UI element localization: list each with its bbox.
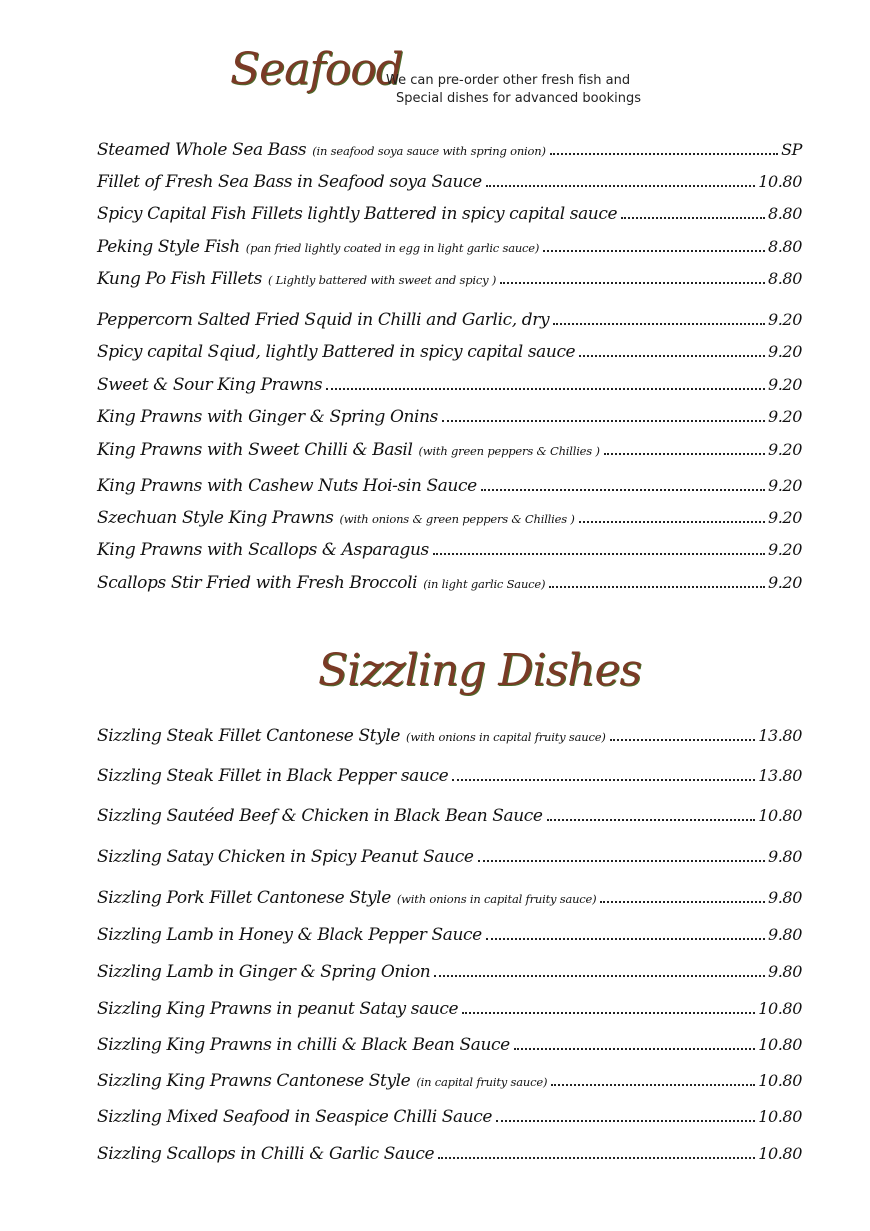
- menu-item-name: Sizzling Lamb in Ginger & Spring Onion: [97, 962, 431, 982]
- dot-leader: [496, 1120, 755, 1122]
- dot-leader: [579, 355, 765, 357]
- dot-leader: [600, 901, 765, 903]
- menu-item-name: Sizzling Sautéed Beef & Chicken in Black Bean Sauce: [97, 806, 543, 826]
- menu-item-price: 9.20: [767, 508, 802, 527]
- menu-item: [97, 999, 802, 1023]
- menu-item-description: (with onions & green peppers & Chillies ): [339, 512, 575, 526]
- menu-item-name: Szechuan Style King Prawns: [97, 508, 334, 528]
- menu-item-description: (with onions in capital fruity sauce): [396, 892, 597, 906]
- menu-item: [97, 573, 802, 597]
- seafood-section-title: Seafood: [230, 44, 403, 95]
- menu-item-name: Peking Style Fish: [97, 237, 240, 257]
- dot-leader: [551, 1084, 755, 1086]
- dot-leader: [434, 975, 765, 977]
- sizzling-section-title: Sizzling Dishes: [318, 645, 642, 696]
- menu-item-description: ( Lightly battered with sweet and spicy ): [267, 273, 497, 287]
- dot-leader: [478, 860, 765, 862]
- menu-item-name: Spicy Capital Fish Fillets lightly Battered in spicy capital sauce: [97, 204, 618, 224]
- menu-item-price: 9.20: [767, 407, 802, 426]
- menu-item-price: 10.80: [758, 1035, 802, 1054]
- menu-item-price: 10.80: [758, 1107, 802, 1126]
- menu-item-description: (pan fried lightly coated in egg in light garlic sauce): [245, 241, 540, 255]
- menu-item-name: Steamed Whole Sea Bass: [97, 140, 307, 160]
- menu-item-name: Sizzling Steak Fillet Cantonese Style: [97, 726, 401, 746]
- menu-item-name: Sizzling Steak Fillet in Black Pepper sauce: [97, 766, 449, 786]
- menu-item: [97, 888, 802, 912]
- menu-item-price: 8.80: [767, 269, 802, 288]
- menu-item: [97, 342, 802, 366]
- menu-item-price: 10.80: [758, 1144, 802, 1163]
- menu-item-description: (with onions in capital fruity sauce): [406, 730, 606, 744]
- dot-leader: [481, 489, 765, 491]
- menu-item: [97, 847, 802, 871]
- menu-item-price: SP: [781, 140, 802, 159]
- menu-item-name: Fillet of Fresh Sea Bass in Seafood soya Sauce: [97, 172, 482, 192]
- dot-leader: [438, 1157, 755, 1159]
- dot-leader: [433, 553, 765, 555]
- menu-item: [97, 726, 802, 750]
- dot-leader: [550, 153, 778, 155]
- menu-item: [97, 1144, 802, 1168]
- dot-leader: [486, 185, 755, 187]
- menu-item: [97, 1107, 802, 1131]
- menu-item-name: Sizzling Pork Fillet Cantonese Style: [97, 888, 391, 908]
- menu-item-name: Spicy capital Sqiud, lightly Battered in spicy capital sauce: [97, 342, 576, 362]
- menu-item-price: 9.80: [767, 925, 802, 944]
- menu-item-name: Sizzling Scallops in Chilli & Garlic Sauce: [97, 1144, 435, 1164]
- menu-item-price: 10.80: [758, 1071, 802, 1090]
- menu-item: [97, 269, 802, 293]
- menu-item-name: King Prawns with Scallops & Asparagus: [97, 540, 429, 560]
- menu-item-name: Sweet & Sour King Prawns: [97, 375, 323, 395]
- menu-item: [97, 172, 802, 196]
- dot-leader: [486, 938, 765, 940]
- menu-item-price: 9.20: [767, 310, 802, 329]
- menu-item-price: 8.80: [767, 204, 802, 223]
- dot-leader: [462, 1012, 755, 1014]
- menu-item-price: 9.20: [767, 375, 802, 394]
- dot-leader: [610, 739, 756, 741]
- dot-leader: [326, 388, 765, 390]
- menu-item-name: Sizzling King Prawns in peanut Satay sauce: [97, 999, 459, 1019]
- menu-item-name: Sizzling Lamb in Honey & Black Pepper Sauce: [97, 925, 482, 945]
- menu-item-price: 10.80: [758, 172, 802, 191]
- menu-item-name: King Prawns with Ginger & Spring Onins: [97, 407, 438, 427]
- menu-item-price: 9.80: [767, 847, 802, 866]
- menu-item: [97, 204, 802, 228]
- menu-item-description: (with green peppers & Chillies ): [418, 444, 600, 458]
- pre-order-note-line-2: Special dishes for advanced bookings: [396, 91, 641, 106]
- menu-item: [97, 476, 802, 500]
- menu-item: [97, 1071, 802, 1095]
- dot-leader: [549, 586, 765, 588]
- menu-item: [97, 237, 802, 261]
- menu-item-price: 9.20: [767, 573, 802, 592]
- dot-leader: [442, 420, 765, 422]
- dot-leader: [604, 453, 765, 455]
- menu-item: [97, 806, 802, 830]
- menu-item-price: 13.80: [758, 726, 802, 745]
- menu-item-name: King Prawns with Sweet Chilli & Basil: [97, 440, 413, 460]
- menu-item: [97, 310, 802, 334]
- dot-leader: [553, 323, 765, 325]
- dot-leader: [547, 819, 756, 821]
- menu-item-price: 9.80: [767, 962, 802, 981]
- menu-item-name: Sizzling King Prawns Cantonese Style: [97, 1071, 411, 1091]
- dot-leader: [543, 250, 765, 252]
- menu-item-price: 10.80: [758, 999, 802, 1018]
- menu-item-price: 8.80: [767, 237, 802, 256]
- pre-order-note: [386, 72, 641, 108]
- menu-item-price: 9.20: [767, 476, 802, 495]
- menu-item: [97, 540, 802, 564]
- menu-item-price: 9.80: [767, 888, 802, 907]
- menu-item: [97, 766, 802, 790]
- menu-item: [97, 407, 802, 431]
- menu-item-price: 9.20: [767, 440, 802, 459]
- menu-item-price: 9.20: [767, 540, 802, 559]
- menu-item: [97, 375, 802, 399]
- dot-leader: [452, 779, 755, 781]
- menu-item-description: (in capital fruity sauce): [416, 1075, 548, 1089]
- menu-item-price: 10.80: [758, 806, 802, 825]
- menu-item: [97, 508, 802, 532]
- menu-item-price: 9.20: [767, 342, 802, 361]
- menu-item: [97, 925, 802, 949]
- menu-item: [97, 140, 802, 164]
- menu-item-name: Sizzling King Prawns in chilli & Black Bean Sauce: [97, 1035, 510, 1055]
- menu-item-name: Kung Po Fish Fillets: [97, 269, 262, 289]
- menu-item-price: 13.80: [758, 766, 802, 785]
- menu-item-description: (in seafood soya sauce with spring onion): [312, 144, 546, 158]
- menu-item: [97, 962, 802, 986]
- menu-item-description: (in light garlic Sauce): [423, 577, 546, 591]
- menu-item: [97, 1035, 802, 1059]
- menu-item: [97, 440, 802, 464]
- pre-order-note-line-1: We can pre-order other fresh fish and: [386, 73, 631, 88]
- menu-item-name: Scallops Stir Fried with Fresh Broccoli: [97, 573, 418, 593]
- menu-item-name: Sizzling Mixed Seafood in Seaspice Chilli Sauce: [97, 1107, 493, 1127]
- dot-leader: [514, 1048, 755, 1050]
- menu-item-name: Sizzling Satay Chicken in Spicy Peanut Sauce: [97, 847, 474, 867]
- dot-leader: [579, 521, 765, 523]
- menu-item-name: Peppercorn Salted Fried Squid in Chilli and Garlic, dry: [97, 310, 550, 330]
- menu-item-name: King Prawns with Cashew Nuts Hoi-sin Sauce: [97, 476, 477, 496]
- dot-leader: [500, 282, 765, 284]
- dot-leader: [621, 217, 765, 219]
